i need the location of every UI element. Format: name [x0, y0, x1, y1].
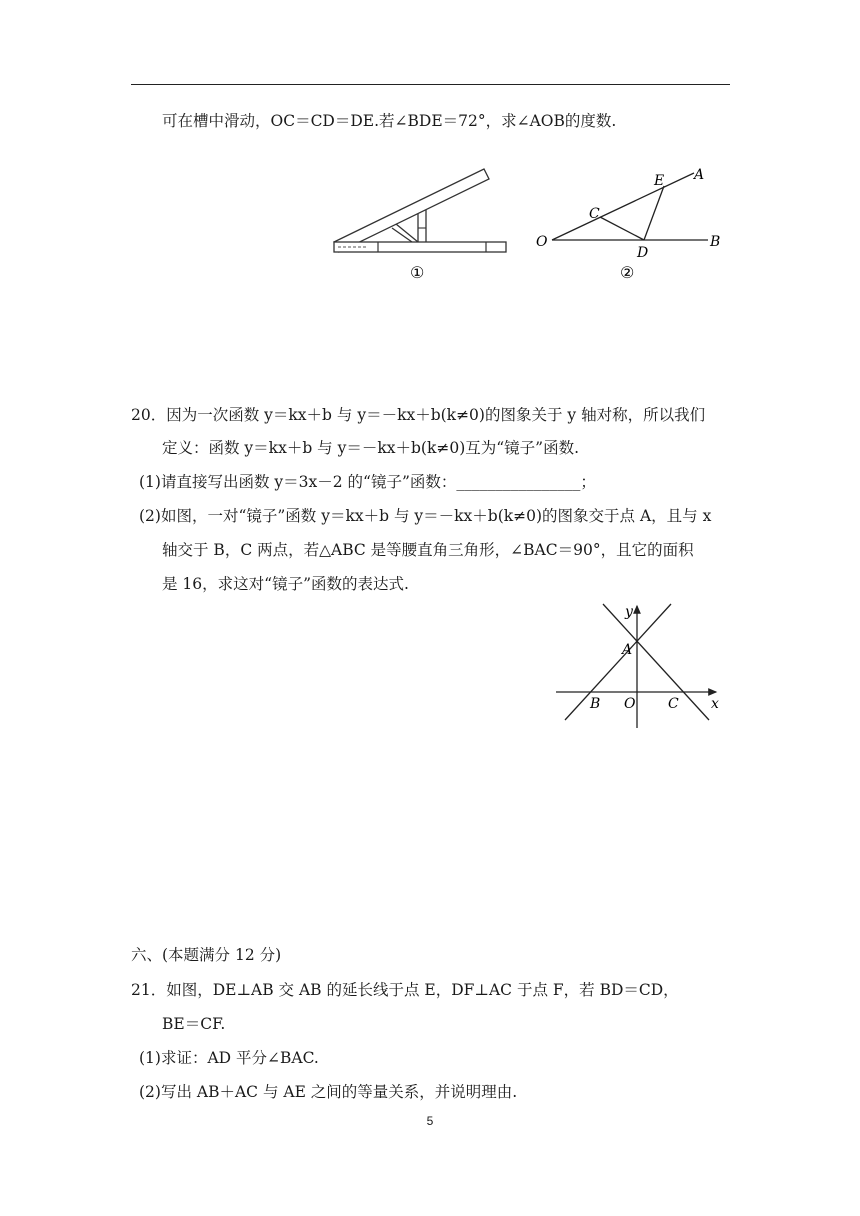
point-E-label: E	[654, 173, 665, 189]
axis-x-label: x	[711, 696, 719, 712]
q20-part-1: (1)请直接写出函数 y＝3x－2 的“镜子”函数：________________；	[139, 473, 596, 491]
section-6-title: 六、(本题满分 12 分)	[131, 946, 282, 964]
figure-20-graph	[548, 602, 728, 732]
q20-line-1: 20．因为一次函数 y＝kx＋b 与 y＝－kx＋b(k≠0)的图象关于 y 轴对称，所以我们	[131, 406, 706, 424]
q20-part-2-line-2: 轴交于 B，C 两点，若△ABC 是等腰直角三角形，∠BAC＝90°，且它的面积	[162, 541, 694, 559]
q20-part-2-line-1: (2)如图，一对“镜子”函数 y＝kx＋b 与 y＝－kx＋b(k≠0)的图象交于点 A，且与 x	[139, 507, 712, 525]
figure-19-label-1: ①	[410, 263, 425, 282]
point-A-label: A	[694, 167, 705, 183]
point-O-label: O	[536, 234, 548, 250]
point-C-label: C	[589, 206, 600, 222]
point-B-label: B	[590, 696, 601, 712]
figure-19-label-2: ②	[620, 263, 635, 282]
q21-line-2: BE＝CF.	[162, 1015, 226, 1033]
q20-part-2-line-3: 是 16，求这对“镜子”函数的表达式.	[162, 575, 409, 593]
q20-line-2: 定义：函数 y＝kx＋b 与 y＝－kx＋b(k≠0)互为“镜子”函数.	[162, 439, 580, 457]
origin-label: O	[624, 696, 636, 712]
q21-part-1: (1)求证：AD 平分∠BAC.	[139, 1049, 319, 1067]
page-number: 5	[426, 1114, 434, 1128]
point-A-label: A	[622, 642, 633, 658]
figure-19-apparatus	[326, 162, 516, 287]
q21-part-2: (2)写出 AB＋AC 与 AE 之间的等量关系，并说明理由.	[139, 1083, 518, 1101]
point-C-label: C	[668, 696, 679, 712]
point-D-label: D	[637, 245, 649, 261]
q21-line-1: 21．如图，DE⊥AB 交 AB 的延长线于点 E，DF⊥AC 于点 F，若 BD＝CD，	[131, 981, 679, 999]
axis-y-label: y	[625, 604, 633, 620]
header-rule	[131, 84, 730, 85]
figure-19-geometry	[534, 162, 734, 287]
q19-text: 可在槽中滑动，OC＝CD＝DE.若∠BDE＝72°，求∠AOB的度数.	[162, 112, 617, 130]
point-B-label: B	[710, 234, 721, 250]
